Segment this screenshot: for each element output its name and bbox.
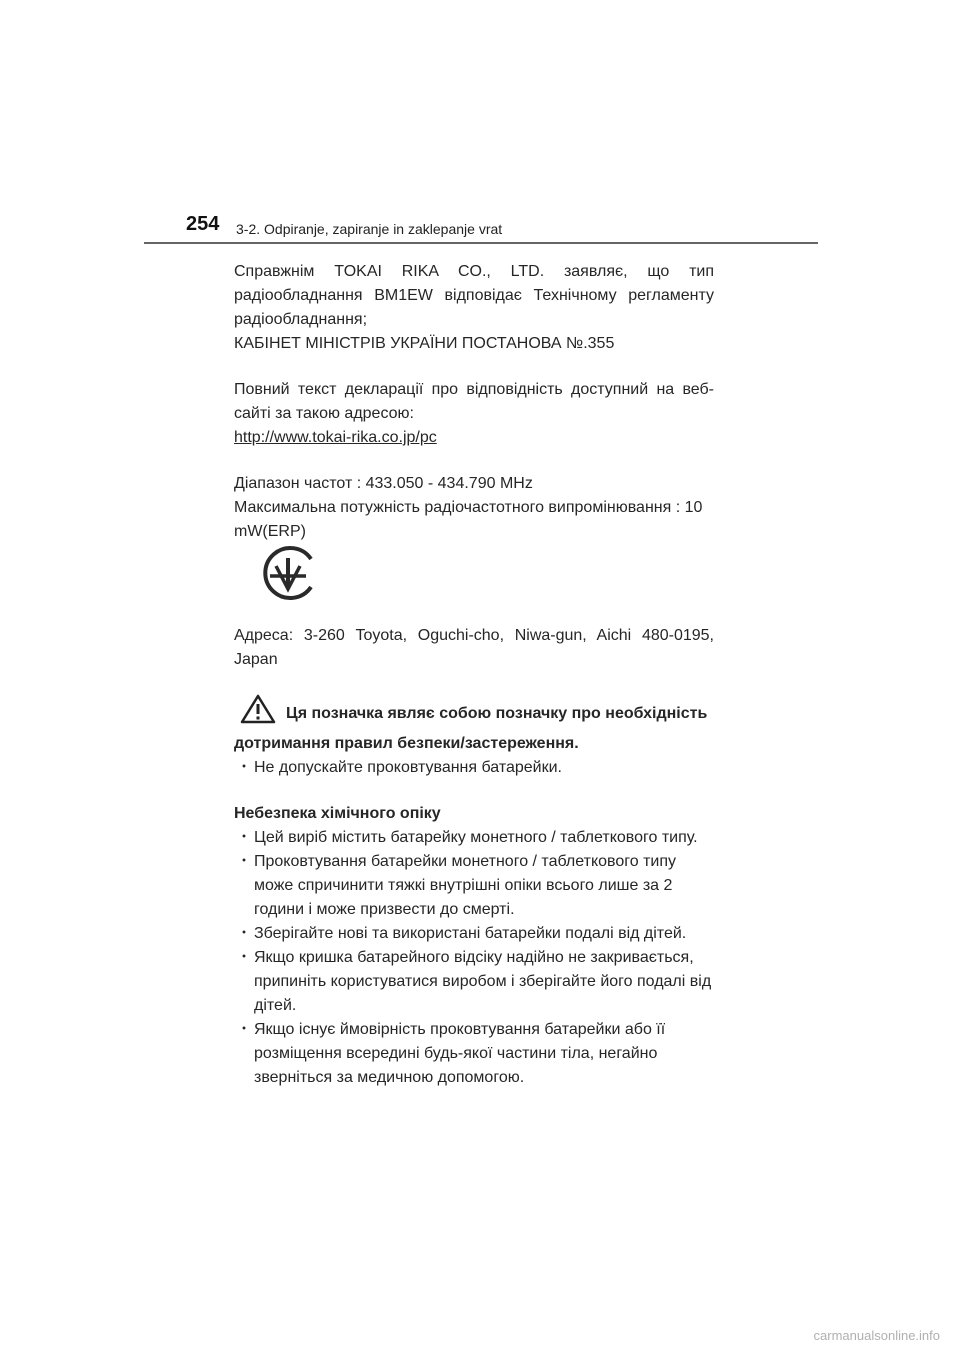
declaration-line1: Справжнім TOKAI RIKA CO., LTD. заявляє, що тип радіообладнання BM1EW відповідає Технічному регламенту радіообладнання; — [234, 263, 714, 328]
warning-triangle-icon — [240, 694, 276, 732]
hazard-bullet-text: Зберігайте нові та використані батарейки подалі від дітей. — [254, 925, 687, 942]
hazard-title: Небезпека хімічного опіку — [234, 805, 441, 822]
frequency-range: Діапазон частот : 433.050 - 434.790 MHz — [234, 475, 533, 492]
max-power: Максимальна потужність радіочастотного випромінювання : 10 mW(ERP) — [234, 499, 703, 540]
bullet-mark: ・ — [236, 853, 253, 870]
warning-bullet — [234, 756, 714, 780]
page-content — [234, 260, 714, 1090]
bullet-mark: ・ — [236, 949, 253, 966]
declaration-line2: КАБІНЕТ МІНІСТРІВ УКРАЇНИ ПОСТАНОВА №.355 — [234, 335, 615, 352]
fulltext-text: Повний текст декларації про відповідність доступний на веб-сайті за такою адресою: — [234, 381, 714, 422]
section-title: 3-2. Odpiranje, zapiranje in zaklepanje vrat — [236, 221, 503, 237]
declaration-link[interactable]: http://www.tokai-rika.co.jp/pc — [234, 429, 437, 446]
hazard-bullet — [234, 1018, 714, 1090]
page-number: 254 — [186, 213, 220, 235]
warning-heading-text: Ця позначка являє собою позначку про необхідність дотримання правил безпеки/застереження. — [234, 705, 708, 752]
ukraine-conformity-mark — [234, 538, 714, 616]
bullet-mark: ・ — [236, 759, 253, 776]
page-header — [0, 0, 960, 250]
hazard-bullet — [234, 922, 714, 946]
hazard-bullet — [234, 826, 714, 850]
warning-heading — [234, 694, 714, 756]
manufacturer-address: Адреса: 3-260 Toyota, Oguchi-cho, Niwa-gun, Aichi 480-0195, Japan — [234, 627, 714, 668]
warning-block — [234, 694, 714, 780]
warning-bullet-text: Не допускайте проковтування батарейки. — [254, 759, 562, 776]
header-divider — [144, 242, 818, 244]
bullet-mark: ・ — [236, 829, 253, 846]
hazard-bullet-text: Якщо існує ймовірність проковтування батарейки або її розміщення всередині будь-якої частини тіла, негайно зверніться за медичною допомогою. — [254, 1021, 666, 1086]
hazard-bullet — [234, 946, 714, 1018]
bullet-mark: ・ — [236, 1021, 253, 1038]
declaration-text — [234, 260, 714, 356]
hazard-bullet-text: Цей виріб містить батарейку монетного / таблеткового типу. — [254, 829, 698, 846]
conformity-mark-icon — [257, 542, 319, 604]
footer-watermark[interactable]: carmanualsonline.info — [813, 1328, 940, 1343]
hazard-bullet-text: Якщо кришка батарейного відсіку надійно не закривається, припиніть користуватися виробом і зберігайте його подалі від дітей. — [254, 949, 712, 1014]
fulltext-paragraph — [234, 378, 714, 450]
hazard-bullet-text: Проковтування батарейки монетного / таблеткового типу може спричинити тяжкі внутрішні опіки всього лише за 2 години і може призвести до смерті. — [254, 853, 676, 918]
bullet-mark: ・ — [236, 925, 253, 942]
hazard-bullet — [234, 850, 714, 922]
